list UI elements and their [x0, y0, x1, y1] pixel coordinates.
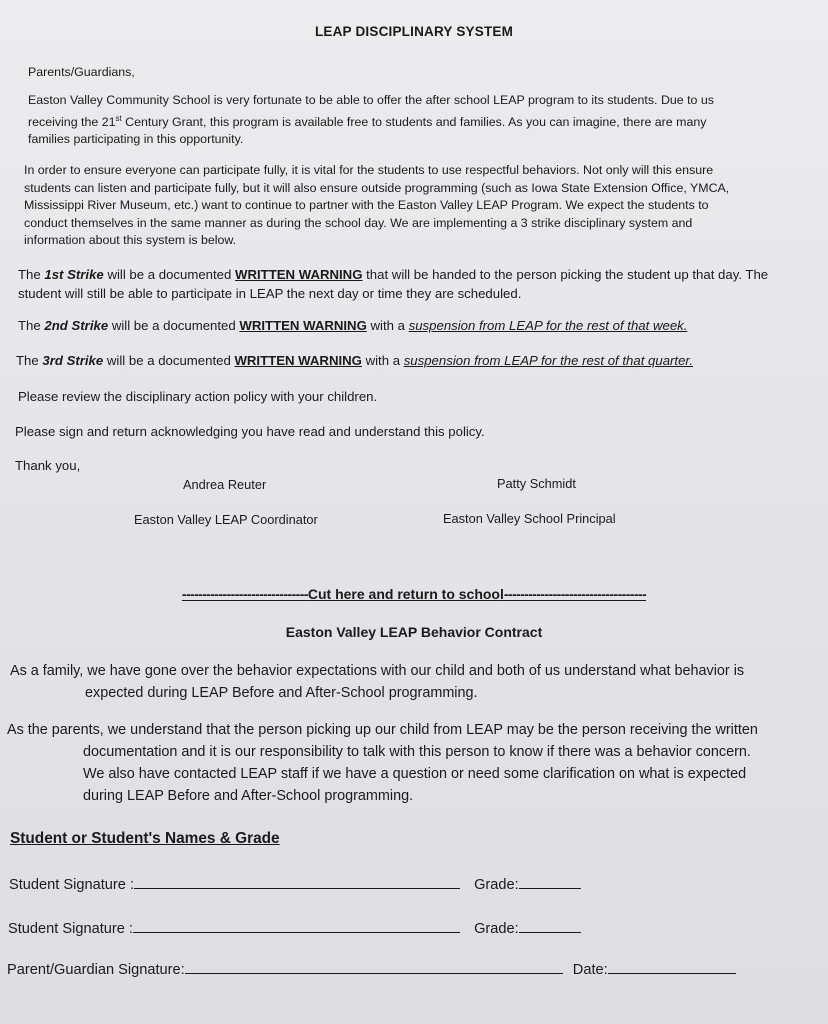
- contract-family-statement: As a family, we have gone over the behavior expectations with our child and both of us understand what behavior is expected during LEAP Before and After-School programming.: [10, 663, 745, 701]
- strike-3-label: 3rd Strike: [42, 353, 104, 368]
- written-warning-label: WRITTEN WARNING: [239, 318, 367, 333]
- principal-title: Easton Valley School Principal: [443, 511, 616, 526]
- coordinator-name: Andrea Reuter: [183, 477, 267, 492]
- greeting: Parents/Guardians,: [28, 65, 135, 79]
- strike-3-consequence: suspension from LEAP for the rest of that quarter.: [403, 353, 693, 368]
- student-signature-row-2: [8, 918, 581, 937]
- closing-thank-you: Thank you,: [15, 458, 81, 473]
- grade-label: Grade:: [474, 877, 519, 893]
- behavior-paragraph: [24, 162, 729, 250]
- strike-2-rule: The 2nd Strike will be a documented WRITTEN WARNING with a suspension from LEAP for the rest of that week.: [18, 318, 688, 333]
- written-warning-label: WRITTEN WARNING: [234, 353, 362, 368]
- parent-signature-row: [7, 959, 736, 978]
- date-label: Date:: [572, 962, 608, 978]
- strike-1-label: 1st Strike: [44, 267, 104, 282]
- student-signature-row-1: [9, 874, 581, 893]
- date-line[interactable]: [608, 959, 736, 974]
- cut-line: [0, 586, 828, 602]
- grade-label: Grade:: [474, 921, 519, 937]
- behavior-line: information about this system is below.: [24, 233, 237, 247]
- parent-signature-label: Parent/Guardian Signature:: [7, 962, 185, 978]
- grade-line[interactable]: [519, 918, 581, 933]
- principal-name: Patty Schmidt: [497, 476, 576, 491]
- behavior-line: conduct themselves in the same manner as during the school day. We are implementing a 3 strike disciplinary system and: [24, 215, 693, 230]
- student-section-heading: Student or Student's Names & Grade: [10, 830, 280, 847]
- coordinator-title: Easton Valley LEAP Coordinator: [134, 512, 318, 527]
- strike-1-rule: The 1st Strike will be a documented WRITTEN WARNING that will be handed to the person picking the student up that day. The student will still be able to participate in LEAP the next day or time they are scheduled.: [18, 267, 769, 301]
- intro-line: receiving the 21st Century Grant, this program is available free to students and families. As you can imagine, there are many: [28, 113, 707, 129]
- sign-return-instruction: Please sign and return acknowledging you have read and understand this policy.: [15, 424, 485, 439]
- document-title: LEAP DISCIPLINARY SYSTEM: [314, 24, 514, 39]
- contract-parent-statement: As the parents, we understand that the person picking up our child from LEAP may be the person receiving the written documentation and it is our responsibility to talk with this person to know if there was a behavior concern. We also have contacted LEAP staff if we have a question or need some clarification on what is expected during LEAP Before and After-School programming.: [7, 722, 758, 804]
- intro-line: Easton Valley Community School is very fortunate to be able to offer the after school LEAP program to its students. Due to us: [28, 93, 714, 107]
- cut-dashes-left: -------------------------------: [181, 586, 308, 602]
- behavior-line: In order to ensure everyone can participate fully, it is vital for the students to use respectful behaviors. Not only will this ensure: [24, 163, 714, 177]
- contract-title: Easton Valley LEAP Behavior Contract: [285, 624, 543, 640]
- student-signature-label: Student Signature :: [8, 921, 133, 937]
- behavior-line: Mississippi River Museum, etc.) want to continue to partner with the Easton Valley LEAP Program. We expect the students to: [24, 198, 709, 212]
- review-instruction: Please review the disciplinary action policy with your children.: [18, 389, 378, 404]
- student-signature-label: Student Signature :: [9, 877, 134, 893]
- cut-line-text: Cut here and return to school: [307, 586, 504, 602]
- student-signature-line[interactable]: [134, 874, 460, 889]
- intro-line: families participating in this opportunity.: [28, 132, 244, 147]
- student-signature-line[interactable]: [133, 918, 460, 933]
- cut-dashes-right: -----------------------------------: [503, 586, 647, 602]
- parent-signature-line[interactable]: [185, 959, 563, 974]
- strike-2-label: 2nd Strike: [44, 318, 109, 333]
- grade-line[interactable]: [519, 874, 581, 889]
- intro-paragraph: [28, 92, 714, 149]
- strike-2-consequence: suspension from LEAP for the rest of that week.: [408, 318, 688, 333]
- strike-3-rule: The 3rd Strike will be a documented WRITTEN WARNING with a suspension from LEAP for the rest of that quarter.: [16, 353, 693, 368]
- behavior-line: students can listen and participate fully, but it will also ensure outside programming (such as Iowa State Extension Office, YMCA,: [24, 180, 730, 195]
- written-warning-label: WRITTEN WARNING: [235, 267, 363, 282]
